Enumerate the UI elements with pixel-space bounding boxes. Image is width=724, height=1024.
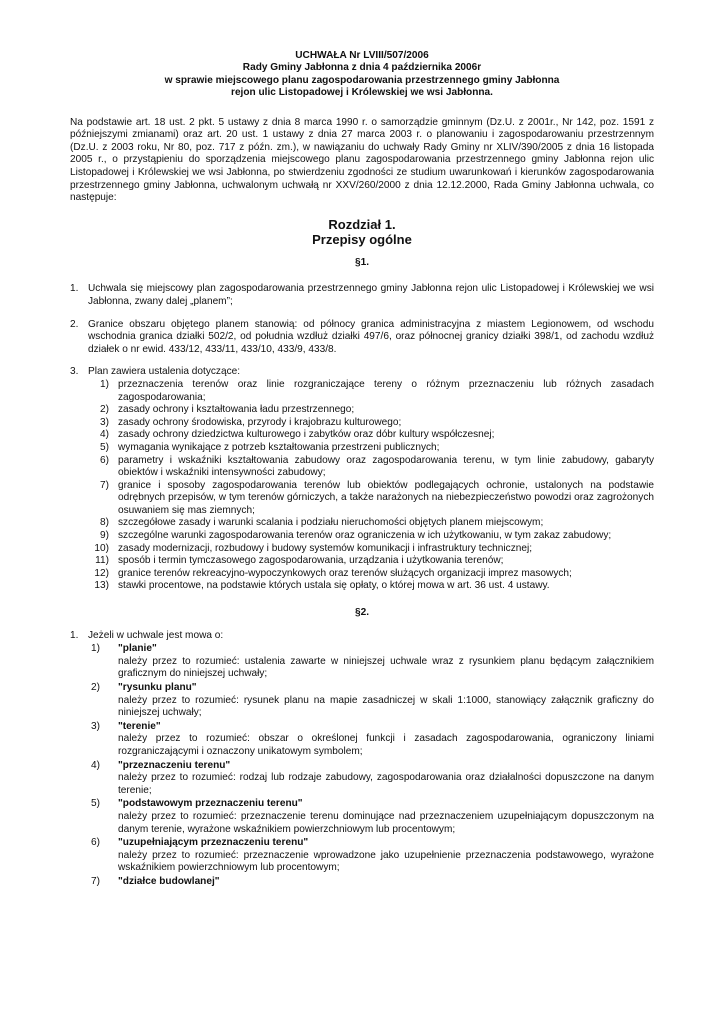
definition-number: 5) xyxy=(91,798,100,810)
definition-text: należy przez to rozumieć: ustalenia zawarte w niniejszej uchwale wraz z rysunkiem planu będącym załącznikiem graficznym do niniejszej uchwały; xyxy=(118,655,654,680)
definition-item xyxy=(70,682,654,720)
list-item-text: zasady ochrony i kształtowania ładu przestrzennego; xyxy=(118,404,355,416)
list-item xyxy=(70,379,654,404)
definition-item xyxy=(70,721,654,759)
definition-item xyxy=(70,837,654,875)
list-item xyxy=(70,429,654,442)
list-item-text: przeznaczenia terenów oraz linie rozgraniczające tereny o różnym przeznaczeniu lub różnych zasadach zagospodarowania; xyxy=(118,378,654,403)
definition-term: "rysunku planu" xyxy=(118,682,197,693)
definitions-list xyxy=(70,643,654,888)
list-item-text: granice terenów rekreacyjno-wypoczynkowych oraz terenów służących organizacji imprez masowych; xyxy=(118,567,572,579)
chapter-heading xyxy=(70,217,654,248)
section-1-item-1 xyxy=(70,283,654,308)
definition-item xyxy=(70,876,654,889)
list-item-text: stawki procentowe, na podstawie których ustala się opłaty, o której mowa w art. 36 ust. 4 ustawy. xyxy=(118,580,550,592)
list-item xyxy=(70,480,654,518)
list-item-number: 11) xyxy=(95,555,109,567)
definition-number: 7) xyxy=(91,875,100,887)
resolution-number: UCHWAŁA Nr LVIII/507/2006 xyxy=(295,50,429,61)
definition-item xyxy=(70,643,654,681)
list-item xyxy=(70,580,654,593)
definition-term: "działce budowlanej" xyxy=(118,875,220,887)
list-item-number: 6) xyxy=(100,454,109,466)
definition-body xyxy=(118,798,654,836)
resolution-council-date: Rady Gminy Jabłonna z dnia 4 października 2006r xyxy=(242,62,482,74)
chapter-subtitle: Przepisy ogólne xyxy=(312,232,412,248)
list-item xyxy=(70,555,654,568)
list-item-number: 4) xyxy=(100,429,109,441)
list-item-number: 10) xyxy=(94,542,109,554)
definition-item xyxy=(70,760,654,798)
item-text: Uchwala się miejscowy plan zagospodarowania przestrzennego gminy Jabłonna rejon ulic Listopadowej i Królewskiej we wsi Jabłonna, zwany dalej „planem”; xyxy=(88,283,654,307)
item-text: Granice obszaru objętego planem stanowią: od północy granica administracyjna z miastem Legionowem, od wschodu wschodnia granica działki 502/2, od południa wzdłuż działki 497/6, oraz północnej granicy działki 398/1, od zachodu wzdłuż działek o nr ewid. 433/12, 433/11, 433/10, 433/9, 433/8. xyxy=(88,318,654,355)
definition-text: należy przez to rozumieć: rysunek planu na mapie zasadniczej w skali 1:1000, stanowiący załącznik graficzny do niniejszej uchwały; xyxy=(118,694,654,719)
list-item-number: 12) xyxy=(94,567,109,579)
list-item xyxy=(70,455,654,480)
definition-number: 2) xyxy=(91,682,100,693)
list-item xyxy=(70,404,654,417)
list-item xyxy=(70,530,654,543)
list-item-number: 1) xyxy=(100,378,109,390)
definition-item xyxy=(70,798,654,836)
list-item-text: szczególne warunki zagospodarowania terenów oraz ograniczenia w ich użytkowaniu, w tym zakaz zabudowy; xyxy=(118,530,612,542)
legal-basis-paragraph: Na podstawie art. 18 ust. 2 pkt. 5 ustawy z dnia 8 marca 1990 r. o samorządzie gminnym (Dz.U. z 2001r., Nr 142, poz. 1591 z późniejszymi zmianami) oraz art. 20 ust. 1 ustawy z dnia 27 marca 2003 r. o planowaniu i zagospodarowaniu przestrzennym (Dz.U. z 2003 roku, Nr 80, poz. 717 z późn. zm.), w nawiązaniu do uchwały Rady Gminy nr XLIV/390/2005 z dnia 16 listopada 2005 r., o przystąpieniu do sporządzenia miejscowego planu zagospodarowania przestrzennego gminy Jabłonna rejon ulic Listopadowej i Królewskiej we wsi Jabłonna, po stwierdzeniu zgodności ze studium uwarunkowań i kierunków zagospodarowania przestrzennego gminy Jabłonna, uchwalonym uchwałą nr XXV/260/2000 z dnia 12.12.2000, Rada Gminy Jabłonna uchwala, co następuje: xyxy=(70,116,654,204)
definition-body xyxy=(118,760,654,798)
list-item-text: granice i sposoby zagospodarowania terenów lub obiektów podlegających ochronie, ustalonych na podstawie odrębnych przepisów, w tym terenów górniczych, a także narażonych na niebezpieczeństwo powodzi oraz zagrożonych osuwaniem się mas ziemnych; xyxy=(118,479,654,516)
definition-term: "przeznaczeniu terenu" xyxy=(118,759,231,771)
list-item-text: wymagania wynikające z potrzeb kształtowania przestrzeni publicznych; xyxy=(118,441,440,453)
item-number: 3. xyxy=(70,366,79,378)
section-2-heading: §2. xyxy=(354,607,370,619)
item-number: 1. xyxy=(70,283,79,295)
chapter-title: Rozdział 1. xyxy=(328,216,396,232)
list-item-text: szczegółowe zasady i warunki scalania i podziału nieruchomości objętych planem miejscowym; xyxy=(118,517,544,529)
definition-text: należy przez to rozumieć: przeznaczenie terenu dominujące nad przeznaczeniem uzupełniającym dopuszczonym na danym terenie, wyrażone wskaźnikiem powierzchniowym lub procentowym; xyxy=(118,810,654,835)
resolution-header xyxy=(70,50,654,100)
list-item-number: 5) xyxy=(100,441,109,453)
definition-term: "podstawowym przeznaczeniu terenu" xyxy=(118,798,303,810)
definition-number: 4) xyxy=(91,759,100,771)
list-item xyxy=(70,442,654,455)
definition-body xyxy=(118,876,654,889)
section-1-item-3-subitems xyxy=(70,379,654,593)
list-item xyxy=(70,568,654,581)
definition-text: należy przez to rozumieć: rodzaj lub rodzaje zabudowy, zagospodarowania oraz działalności dopuszczone na danym terenie; xyxy=(118,772,654,796)
definition-text: należy przez to rozumieć: przeznaczenie wprowadzone jako uzupełnienie przeznaczenia podstawowego, wyrażone wskaźnikiem powierzchniowym lub procentowym; xyxy=(118,849,654,874)
definition-text: należy przez to rozumieć: obszar o określonej funkcji i zasadach zagospodarowania, ograniczony liniami rozgraniczającymi i oznaczony unikatowym symbolem; xyxy=(118,733,654,757)
list-item-number: 13) xyxy=(94,580,109,592)
list-item-text: sposób i termin tymczasowego zagospodarowania, urządzania i użytkowania terenów; xyxy=(118,555,504,567)
item-number: 1. xyxy=(70,629,79,641)
list-item-number: 9) xyxy=(100,530,109,542)
definition-number: 1) xyxy=(91,643,100,655)
list-item xyxy=(70,417,654,430)
definition-number: 6) xyxy=(91,837,100,849)
definition-number: 3) xyxy=(91,720,100,732)
list-item-number: 8) xyxy=(100,517,109,529)
resolution-area: rejon ulic Listopadowej i Królewskiej we wsi Jabłonna. xyxy=(231,87,493,99)
section-2-item-1 xyxy=(70,630,654,643)
definition-term: "uzupełniającym przeznaczeniu terenu" xyxy=(118,837,309,849)
section-1-item-2 xyxy=(70,319,654,357)
list-item-text: zasady modernizacji, rozbudowy i budowy systemów komunikacji i infrastruktury technicznej; xyxy=(118,542,533,554)
list-item-number: 7) xyxy=(100,479,109,491)
definition-body xyxy=(118,837,654,875)
list-item-text: parametry i wskaźniki kształtowania zabudowy oraz zagospodarowania terenu, w tym linie zabudowy, gabaryty obiektów i wskaźniki intensywności zabudowy; xyxy=(118,454,654,479)
list-item-text: zasady ochrony środowiska, przyrody i krajobrazu kulturowego; xyxy=(118,416,402,428)
item-text: Jeżeli w uchwale jest mowa o: xyxy=(88,629,224,641)
definition-term: "terenie" xyxy=(118,720,161,732)
section-1-item-3 xyxy=(70,366,654,379)
definition-term: "planie" xyxy=(118,643,157,655)
item-text: Plan zawiera ustalenia dotyczące: xyxy=(88,366,241,378)
definition-body xyxy=(118,721,654,759)
list-item xyxy=(70,543,654,556)
list-item-text: zasady ochrony dziedzictwa kulturowego i zabytków oraz dóbr kultury współczesnej; xyxy=(118,429,495,441)
definition-body xyxy=(118,682,654,720)
resolution-subject: w sprawie miejscowego planu zagospodarowania przestrzennego gminy Jabłonna xyxy=(164,74,560,86)
section-1-heading: §1. xyxy=(354,256,370,268)
list-item-number: 2) xyxy=(100,404,109,416)
list-item xyxy=(70,517,654,530)
list-item-number: 3) xyxy=(100,416,109,428)
definition-body xyxy=(118,643,654,681)
item-number: 2. xyxy=(70,318,79,330)
